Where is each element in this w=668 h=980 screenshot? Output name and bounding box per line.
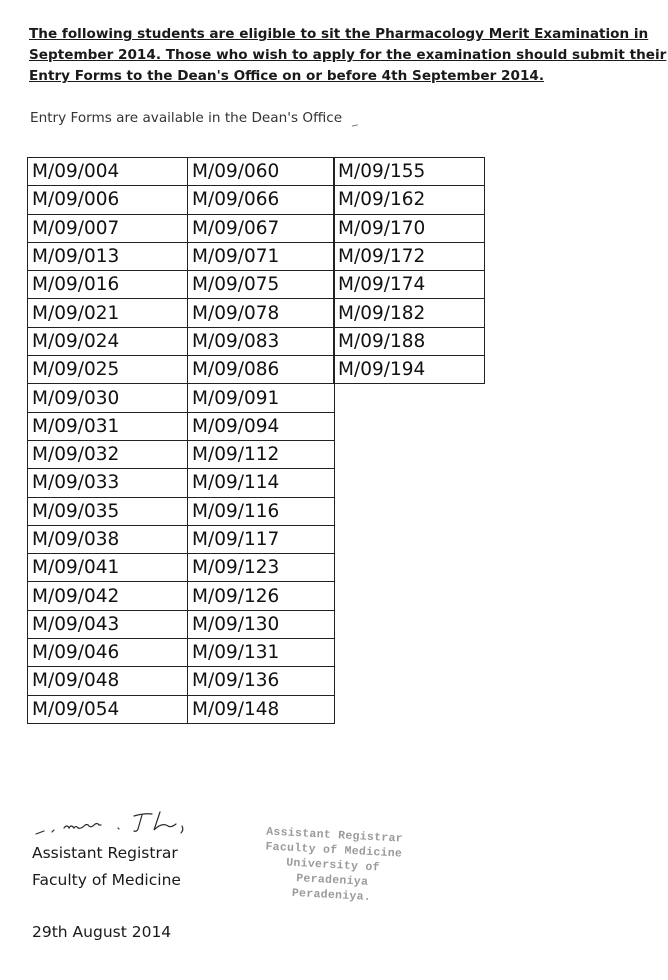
table-row — [334, 158, 485, 186]
table-row — [188, 186, 335, 214]
student-id-cell: M/09/078 — [188, 299, 335, 327]
table-row — [188, 242, 335, 270]
table-row — [28, 186, 188, 214]
student-id-cell: M/09/031 — [28, 412, 188, 440]
student-id-cell: M/09/033 — [28, 469, 188, 497]
table-row — [188, 356, 335, 384]
table-row — [188, 271, 335, 299]
table-row — [28, 582, 188, 610]
student-id-cell: M/09/042 — [28, 582, 188, 610]
student-id-cell: M/09/083 — [188, 327, 335, 355]
student-id-cell: M/09/025 — [28, 356, 188, 384]
signatory-faculty: Faculty of Medicine — [32, 871, 181, 889]
student-id-cell: M/09/194 — [334, 356, 485, 384]
table-row — [28, 158, 188, 186]
table-row — [188, 299, 335, 327]
student-id-cell: M/09/130 — [188, 610, 335, 638]
table-row — [28, 299, 188, 327]
stamp-line: Faculty of Medicine — [265, 840, 403, 861]
table-row — [28, 554, 188, 582]
student-id-cell: M/09/043 — [28, 610, 188, 638]
student-id-cell: M/09/182 — [334, 299, 485, 327]
table-row — [334, 356, 485, 384]
table-row — [188, 384, 335, 412]
table-row — [28, 242, 188, 270]
signatory-title: Assistant Registrar — [32, 844, 178, 862]
table-row — [188, 639, 335, 667]
table-row — [188, 412, 335, 440]
student-id-cell: M/09/007 — [28, 214, 188, 242]
student-id-cell: M/09/188 — [334, 327, 485, 355]
student-id-cell: M/09/172 — [334, 242, 485, 270]
table-row — [188, 525, 335, 553]
table-row — [334, 271, 485, 299]
table-row — [188, 554, 335, 582]
signatory-block — [32, 840, 181, 894]
table-row — [28, 327, 188, 355]
student-id-cell: M/09/091 — [188, 384, 335, 412]
student-id-cell: M/09/006 — [28, 186, 188, 214]
student-id-cell: M/09/131 — [188, 639, 335, 667]
table-row — [28, 525, 188, 553]
table-row — [188, 497, 335, 525]
student-id-cell: M/09/038 — [28, 525, 188, 553]
student-id-cell: M/09/155 — [334, 158, 485, 186]
student-list-column-3 — [333, 157, 485, 384]
table-row — [188, 582, 335, 610]
table-row — [28, 384, 188, 412]
table-row — [28, 412, 188, 440]
student-id-cell: M/09/021 — [28, 299, 188, 327]
student-id-cell: M/09/117 — [188, 525, 335, 553]
table-row — [28, 639, 188, 667]
table-row — [188, 695, 335, 723]
student-id-cell: M/09/013 — [28, 242, 188, 270]
student-id-cell: M/09/004 — [28, 158, 188, 186]
student-id-cell: M/09/116 — [188, 497, 335, 525]
document-date: 29th August 2014 — [32, 923, 172, 941]
student-id-cell: M/09/060 — [188, 158, 335, 186]
table-row — [28, 356, 188, 384]
student-id-cell: M/09/170 — [334, 214, 485, 242]
table-row — [28, 667, 188, 695]
table-row — [28, 440, 188, 468]
table-row — [28, 271, 188, 299]
student-id-cell: M/09/126 — [188, 582, 335, 610]
table-row — [188, 469, 335, 497]
notice-line: Entry Forms to the Dean's Office on or before 4th September 2014. — [29, 68, 545, 84]
table-row — [334, 242, 485, 270]
student-id-cell: M/09/071 — [188, 242, 335, 270]
entry-forms-availability: Entry Forms are available in the Dean's Office — [30, 110, 343, 126]
student-id-cell: M/09/067 — [188, 214, 335, 242]
notice-line: September 2014. Those who wish to apply for the examination should submit their — [29, 47, 667, 63]
table-row — [334, 327, 485, 355]
student-id-cell: M/09/041 — [28, 554, 188, 582]
student-list-column-1 — [27, 157, 188, 724]
table-row — [28, 469, 188, 497]
student-id-cell: M/09/075 — [188, 271, 335, 299]
official-stamp — [246, 824, 420, 908]
student-id-cell: M/09/114 — [188, 469, 335, 497]
table-row — [28, 695, 188, 723]
table-row — [334, 214, 485, 242]
student-id-cell: M/09/112 — [188, 440, 335, 468]
student-id-cell: M/09/048 — [28, 667, 188, 695]
pen-mark — [352, 124, 358, 128]
stamp-line: Assistant Registrar — [265, 825, 404, 846]
student-id-cell: M/09/016 — [28, 271, 188, 299]
student-id-cell: M/09/030 — [28, 384, 188, 412]
student-id-cell: M/09/024 — [28, 327, 188, 355]
table-row — [188, 158, 335, 186]
stamp-line: University of Peradeniya — [285, 856, 381, 889]
student-id-cell: M/09/046 — [28, 639, 188, 667]
table-row — [188, 610, 335, 638]
handwritten-signature — [30, 808, 195, 844]
student-id-cell: M/09/035 — [28, 497, 188, 525]
student-id-cell: M/09/174 — [334, 271, 485, 299]
table-row — [28, 610, 188, 638]
table-row — [188, 214, 335, 242]
student-list-column-2 — [187, 157, 335, 724]
student-id-cell: M/09/123 — [188, 554, 335, 582]
table-row — [188, 440, 335, 468]
stamp-line: Peradeniya. — [291, 886, 372, 905]
student-id-cell: M/09/162 — [334, 186, 485, 214]
eligibility-notice — [29, 24, 667, 87]
notice-line: The following students are eligible to sit the Pharmacology Merit Examination in — [29, 26, 649, 42]
student-id-cell: M/09/148 — [188, 695, 335, 723]
student-id-cell: M/09/094 — [188, 412, 335, 440]
student-id-cell: M/09/066 — [188, 186, 335, 214]
table-row — [188, 327, 335, 355]
student-id-cell: M/09/086 — [188, 356, 335, 384]
table-row — [334, 299, 485, 327]
student-id-cell: M/09/136 — [188, 667, 335, 695]
student-id-cell: M/09/032 — [28, 440, 188, 468]
table-row — [28, 214, 188, 242]
table-row — [334, 186, 485, 214]
table-row — [28, 497, 188, 525]
student-id-cell: M/09/054 — [28, 695, 188, 723]
table-row — [188, 667, 335, 695]
